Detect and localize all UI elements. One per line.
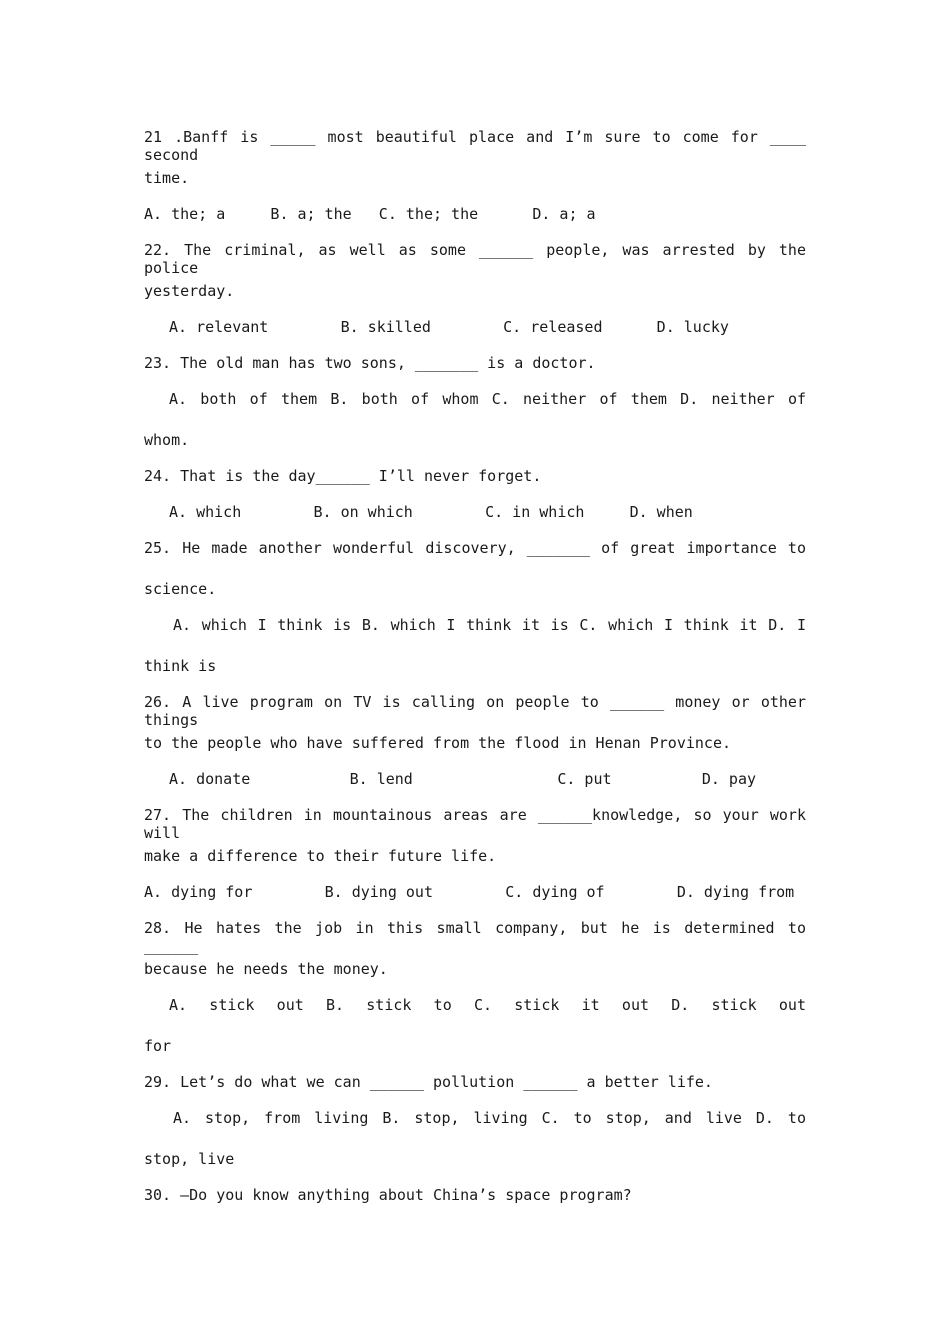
question-23-options: A. both of them B. both of whom C. neither of them D. neither of xyxy=(169,390,806,408)
question-29-options-cont: stop, live xyxy=(144,1150,235,1168)
question-26-stem: 26. A live program on TV is calling on people to ______ money or other things xyxy=(144,693,806,729)
question-27-options: A. dying for B. dying out C. dying of D. dying from xyxy=(144,883,795,901)
question-25-options: A. which I think is B. which I think it is C. which I think it D. I xyxy=(173,616,806,634)
question-29-stem: 29. Let’s do what we can ______ pollution ______ a better life. xyxy=(144,1073,713,1091)
question-23-stem: 23. The old man has two sons, _______ is a doctor. xyxy=(144,354,596,372)
question-22-options: A. relevant B. skilled C. released D. lucky xyxy=(169,318,729,336)
question-28-options-cont: for xyxy=(144,1037,172,1055)
question-27-stem-cont: make a difference to their future life. xyxy=(144,847,497,865)
question-26-stem-cont: to the people who have suffered from the flood in Henan Province. xyxy=(144,734,731,752)
question-28-options: A. stick out B. stick to C. stick it out D. stick out xyxy=(169,996,806,1014)
question-21-stem-cont: time. xyxy=(144,169,190,187)
question-22-stem-cont: yesterday. xyxy=(144,282,235,300)
question-28-stem: 28. He hates the job in this small company, but he is determined to ______ xyxy=(144,919,806,955)
question-21-options: A. the; a B. a; the C. the; the D. a; a xyxy=(144,205,596,223)
question-22-stem: 22. The criminal, as well as some ______ people, was arrested by the police xyxy=(144,241,806,277)
question-25-stem-cont: science. xyxy=(144,580,217,598)
question-24-stem: 24. That is the day______ I’ll never forget. xyxy=(144,467,542,485)
question-24-options: A. which B. on which C. in which D. when xyxy=(169,503,693,521)
question-23-options-cont: whom. xyxy=(144,431,190,449)
question-25-stem: 25. He made another wonderful discovery, _______ of great importance to xyxy=(144,539,806,557)
question-30-stem: 30. —Do you know anything about China’s space program? xyxy=(144,1186,632,1204)
question-21-stem: 21 .Banff is _____ most beautiful place and I’m sure to come for ____ second xyxy=(144,128,806,164)
question-27-stem: 27. The children in mountainous areas are ______knowledge, so your work will xyxy=(144,806,806,842)
question-29-options: A. stop, from living B. stop, living C. to stop, and live D. to xyxy=(173,1109,806,1127)
question-25-options-cont: think is xyxy=(144,657,217,675)
question-26-options: A. donate B. lend C. put D. pay xyxy=(169,770,756,788)
question-28-stem-cont: because he needs the money. xyxy=(144,960,388,978)
